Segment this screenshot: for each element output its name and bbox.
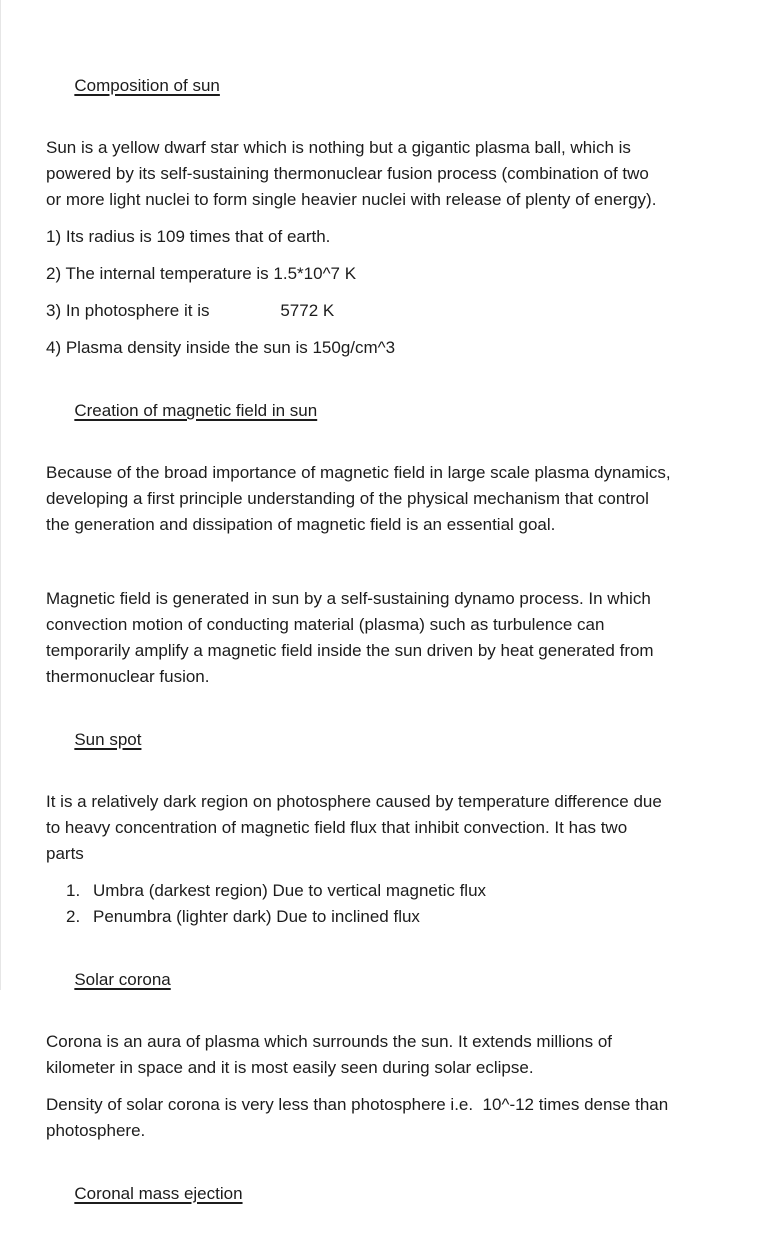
text-line: 4) Plasma density inside the sun is 150g/cm^3 xyxy=(46,338,396,357)
text-line: convection motion of conducting material (plasma) such as turbulence can xyxy=(46,615,605,634)
heading-text: Creation of magnetic field in sun xyxy=(74,401,318,420)
text-line: Magnetic field is generated in sun by a self-sustaining dynamo process. In which xyxy=(46,589,651,608)
text-line: Sun is a yellow dwarf star which is nothing but a gigantic plasma ball, which is xyxy=(46,138,631,157)
section-heading-sun-spot xyxy=(46,701,727,779)
text-line: or more light nuclei to form single heavier nuclei with release of plenty of energy). xyxy=(46,190,657,209)
paragraph-dynamo-process xyxy=(46,586,727,690)
text-line: the generation and dissipation of magnetic field is an essential goal. xyxy=(46,515,556,534)
heading-text: Sun spot xyxy=(74,730,142,749)
text-line: temporarily amplify a magnetic field inside the sun driven by heat generated from xyxy=(46,641,654,660)
heading-text: Coronal mass ejection xyxy=(74,1184,243,1203)
paragraph-corona-description xyxy=(46,1029,727,1081)
list-item-penumbra xyxy=(46,904,727,930)
text-line: It is a relatively dark region on photosphere caused by temperature difference due xyxy=(46,792,662,811)
paragraph-sunspot-description xyxy=(46,789,727,867)
list-item-text: Penumbra (lighter dark) Due to inclined flux xyxy=(93,907,420,926)
text-line: parts xyxy=(46,844,84,863)
paragraph-intro xyxy=(46,135,727,213)
document-content xyxy=(1,0,765,1233)
paragraph-corona-density xyxy=(46,1092,727,1144)
blank-line xyxy=(46,549,727,575)
section-heading-creation-of-magnetic-field xyxy=(46,372,727,450)
text-line: Density of solar corona is very less than photosphere i.e. 10^-12 times dense than xyxy=(46,1095,669,1114)
heading-text: Composition of sun xyxy=(74,76,220,95)
text-line: photosphere. xyxy=(46,1121,146,1140)
text-line: 1) Its radius is 109 times that of earth. xyxy=(46,227,331,246)
list-item-umbra xyxy=(46,878,727,904)
fact-plasma-density xyxy=(46,335,727,361)
text-line: Because of the broad importance of magnetic field in large scale plasma dynamics, xyxy=(46,463,671,482)
text-line: 3) In photosphere it is 5772 K xyxy=(46,301,335,320)
text-line: Corona is an aura of plasma which surrounds the sun. It extends millions of xyxy=(46,1032,613,1051)
sunspot-parts-list xyxy=(46,878,727,930)
text-line: powered by its self-sustaining thermonuclear fusion process (combination of two xyxy=(46,164,649,183)
section-heading-coronal-mass-ejection xyxy=(46,1155,727,1233)
section-heading-composition-of-sun xyxy=(46,47,727,125)
text-line: 2) The internal temperature is 1.5*10^7 K xyxy=(46,264,357,283)
list-item-text: Umbra (darkest region) Due to vertical magnetic flux xyxy=(93,881,487,900)
text-line: developing a first principle understanding of the physical mechanism that control xyxy=(46,489,649,508)
text-line: kilometer in space and it is most easily seen during solar eclipse. xyxy=(46,1058,534,1077)
fact-photosphere-temperature xyxy=(46,298,727,324)
section-heading-solar-corona xyxy=(46,941,727,1019)
text-line: to heavy concentration of magnetic field flux that inhibit convection. It has two xyxy=(46,818,628,837)
fact-radius xyxy=(46,224,727,250)
list-marker: 1. xyxy=(66,881,81,900)
text-line: thermonuclear fusion. xyxy=(46,667,210,686)
paragraph-magnetic-importance xyxy=(46,460,727,538)
heading-text: Solar corona xyxy=(74,970,171,989)
fact-internal-temperature xyxy=(46,261,727,287)
list-marker: 2. xyxy=(66,907,81,926)
